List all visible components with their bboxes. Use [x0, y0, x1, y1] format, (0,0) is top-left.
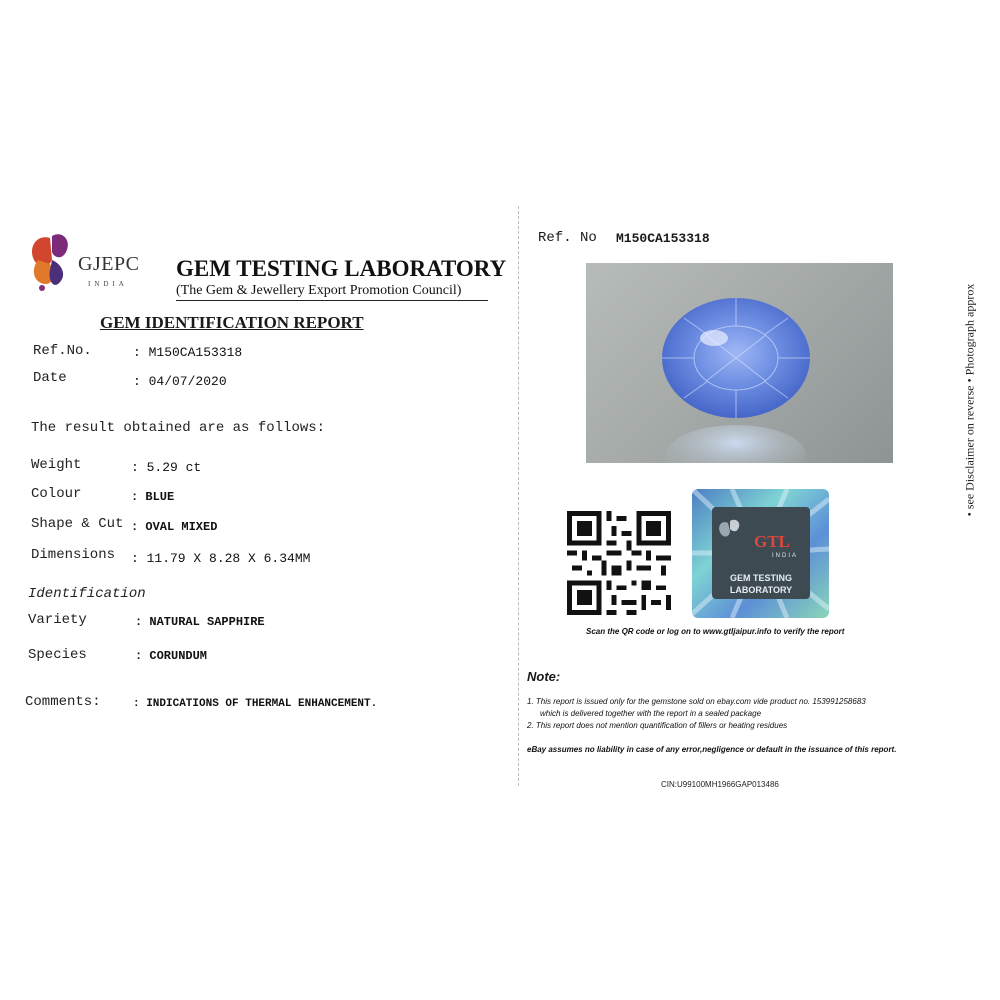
dimensions-value: : 11.79 X 8.28 X 6.34MM — [131, 551, 311, 566]
hologram-seal-icon — [692, 489, 829, 618]
weight-value: : 5.29 ct — [131, 460, 202, 475]
hologram-text-2: LABORATORY — [729, 585, 793, 595]
comments-value: : INDICATIONS OF THERMAL ENHANCEMENT. — [133, 698, 378, 710]
sapphire-image — [586, 263, 893, 463]
identification-heading: Identification — [28, 586, 146, 602]
header-rule — [176, 300, 488, 301]
note-line-3: eBay assumes no liability in case of any error,negligence or default in the issuance of this report. — [527, 745, 897, 754]
hologram-logo: GTL — [754, 532, 790, 551]
ref-label: Ref.No. — [33, 343, 92, 359]
fold-divider — [518, 206, 519, 786]
comments-label: Comments: — [25, 694, 101, 710]
note-line-1: 1. This report is issued only for the gemstone sold on ebay.com vide product no. 153991258683 — [527, 697, 866, 706]
date-label: Date — [33, 370, 67, 386]
qr-code-icon[interactable] — [567, 511, 671, 615]
gem-photo — [586, 263, 893, 463]
lab-council: (The Gem & Jewellery Export Promotion Council) — [176, 283, 462, 298]
ref-value: : M150CA153318 — [133, 345, 243, 360]
note-heading: Note: — [527, 669, 561, 684]
shape-label: Shape & Cut — [31, 516, 124, 532]
note-line-2: 2. This report does not mention quantification of fillers or heating residues — [527, 721, 788, 730]
colour-label: Colour — [31, 486, 82, 502]
scan-caption: Scan the QR code or log on to www.gtljaipur.info to verify the report — [586, 627, 845, 636]
cin-number: CIN:U99100MH1966GAP013486 — [661, 780, 779, 789]
variety-label: Variety — [28, 612, 87, 628]
report-title: GEM IDENTIFICATION REPORT — [100, 313, 364, 332]
logo-brand: GJEPC — [78, 253, 140, 275]
hologram-text-1: GEM TESTING — [729, 573, 792, 583]
logo-country: INDIA — [88, 280, 128, 288]
colour-value: : BLUE — [131, 490, 175, 504]
species-label: Species — [28, 647, 87, 663]
species-value: : CORUNDUM — [135, 649, 208, 663]
variety-value: : NATURAL SAPPHIRE — [135, 615, 265, 629]
gjepc-logo-icon — [28, 230, 76, 296]
hologram-country: INDIA — [772, 553, 799, 559]
lab-name: GEM TESTING LABORATORY — [176, 256, 507, 281]
weight-label: Weight — [31, 457, 82, 473]
hologram-seal — [692, 489, 829, 618]
side-disclaimer: • see Disclaimer on reverse • Photograph approx — [962, 283, 977, 517]
photo-ref-value: M150CA153318 — [616, 231, 710, 246]
date-value: : 04/07/2020 — [133, 374, 227, 389]
dimensions-label: Dimensions — [31, 547, 116, 563]
results-intro: The result obtained are as follows: — [31, 420, 326, 436]
note-line-1b: which is delivered together with the report in a sealed package — [540, 709, 762, 718]
photo-ref-label: Ref. No — [538, 230, 597, 246]
shape-value: : OVAL MIXED — [131, 520, 218, 534]
